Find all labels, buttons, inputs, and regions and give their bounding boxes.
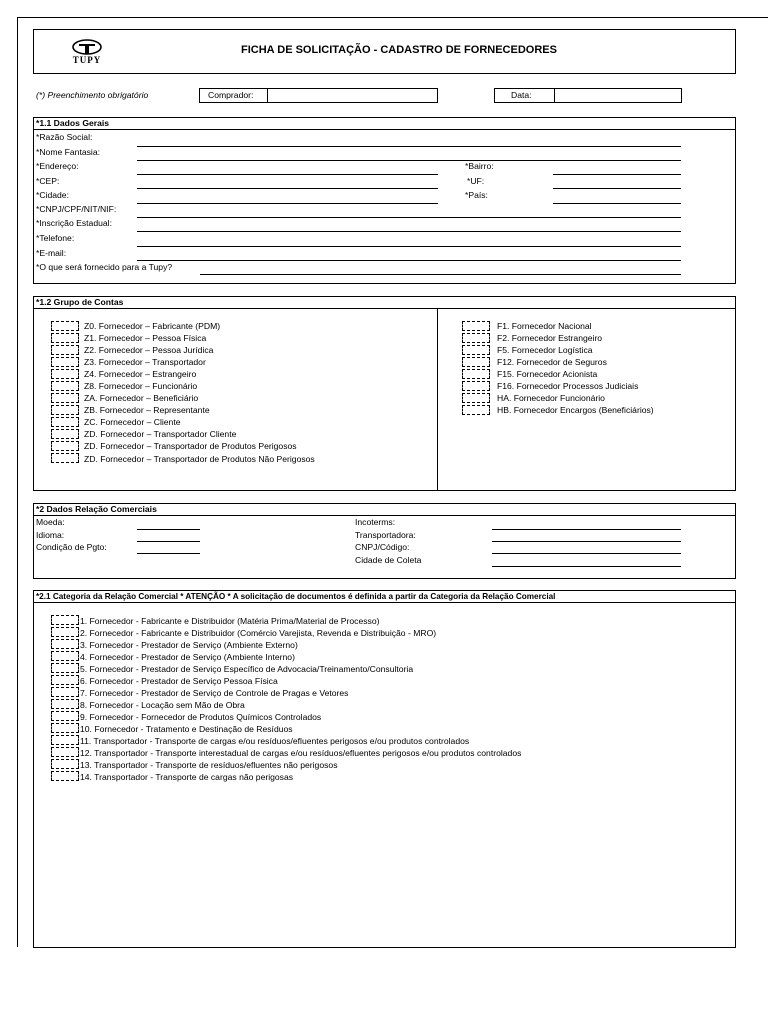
cidade-label: *Cidade: xyxy=(36,190,69,200)
checkbox[interactable] xyxy=(51,333,79,343)
cidade-coleta-field[interactable] xyxy=(492,566,681,567)
account-option-label: ZD. Fornecedor – Transportador Cliente xyxy=(84,429,237,439)
idioma-label: Idioma: xyxy=(36,530,65,540)
checkbox[interactable] xyxy=(51,675,79,685)
account-option-label: ZA. Fornecedor – Beneficiário xyxy=(84,393,199,403)
checkbox[interactable] xyxy=(462,333,490,343)
checkbox[interactable] xyxy=(51,711,79,721)
account-option-label: ZB. Fornecedor – Representante xyxy=(84,405,210,415)
pais-field[interactable] xyxy=(553,203,681,204)
cnpj-field[interactable] xyxy=(137,217,681,218)
category-option-label: 6. Fornecedor - Prestador de Serviço Pessoa Física xyxy=(80,676,278,686)
checkbox[interactable] xyxy=(51,663,79,673)
checkbox[interactable] xyxy=(462,405,490,415)
email-field[interactable] xyxy=(137,260,681,261)
commercial-section-title: *2 Dados Relação Comerciais xyxy=(36,504,157,514)
accounts-title-rule xyxy=(33,308,736,309)
account-option-label: Z1. Fornecedor – Pessoa Física xyxy=(84,333,207,343)
checkbox[interactable] xyxy=(51,615,79,625)
checkbox[interactable] xyxy=(51,687,79,697)
checkbox[interactable] xyxy=(51,639,79,649)
inscricao-field[interactable] xyxy=(137,231,681,232)
transportadora-label: Transportadora: xyxy=(355,530,416,540)
email-label: *E-mail: xyxy=(36,248,67,258)
category-option-label: 12. Transportador - Transporte interestadual de cargas e/ou resíduos/efluentes perigosos e/ou produtos controlados xyxy=(80,748,522,758)
account-option-label: HB. Fornecedor Encargos (Beneficiários) xyxy=(497,405,654,415)
uf-field[interactable] xyxy=(553,188,681,189)
checkbox[interactable] xyxy=(51,699,79,709)
idioma-field[interactable] xyxy=(137,541,200,542)
checkbox[interactable] xyxy=(51,723,79,733)
account-option-label: Z3. Fornecedor – Transportador xyxy=(84,357,206,367)
checkbox[interactable] xyxy=(51,381,79,391)
checkbox[interactable] xyxy=(462,381,490,391)
logo-text: TUPY xyxy=(72,55,102,65)
checkbox[interactable] xyxy=(51,429,79,439)
incoterms-field[interactable] xyxy=(492,529,681,530)
cnpj-codigo-label: CNPJ/Código: xyxy=(355,542,410,552)
accounts-section-title: *1.2 Grupo de Contas xyxy=(36,297,124,307)
date-input[interactable] xyxy=(554,88,682,103)
category-option-label: 14. Transportador - Transporte de cargas não perigosas xyxy=(80,772,294,782)
cnpj-codigo-field[interactable] xyxy=(492,553,681,554)
account-option-label: F12. Fornecedor de Seguros xyxy=(497,357,607,367)
category-option-label: 5. Fornecedor - Prestador de Serviço Específico de Advocacia/Treinamento/Consultoria xyxy=(80,664,414,674)
date-label: Data: xyxy=(511,90,532,100)
account-option-label: F16. Fornecedor Processos Judiciais xyxy=(497,381,639,391)
checkbox[interactable] xyxy=(51,441,79,451)
account-option-label: Z4. Fornecedor – Estrangeiro xyxy=(84,369,197,379)
inscricao-label: *Inscrição Estadual: xyxy=(36,218,112,228)
commercial-title-rule xyxy=(33,515,736,516)
category-option-label: 2. Fornecedor - Fabricante e Distribuidor (Comércio Varejista, Revenda e Distribuição - MRO) xyxy=(80,628,437,638)
pais-label: *País: xyxy=(465,190,488,200)
checkbox[interactable] xyxy=(51,771,79,781)
fornecido-label: *O que será fornecido para a Tupy? xyxy=(36,262,173,272)
fornecido-field[interactable] xyxy=(200,274,681,275)
condicao-label: Condição de Pgto: xyxy=(36,542,107,552)
cnpj-label: *CNPJ/CPF/NIT/NIF: xyxy=(36,204,117,214)
checkbox[interactable] xyxy=(51,405,79,415)
checkbox[interactable] xyxy=(51,735,79,745)
category-option-label: 1. Fornecedor - Fabricante e Distribuidor (Matéria Prima/Material de Processo) xyxy=(80,616,380,626)
checkbox[interactable] xyxy=(51,345,79,355)
account-option-label: F1. Fornecedor Nacional xyxy=(497,321,592,331)
endereco-field[interactable] xyxy=(137,174,438,175)
buyer-label: Comprador: xyxy=(208,90,254,100)
telefone-label: *Telefone: xyxy=(36,233,75,243)
category-title-rule xyxy=(33,602,736,603)
checkbox[interactable] xyxy=(51,369,79,379)
checkbox[interactable] xyxy=(51,321,79,331)
checkbox[interactable] xyxy=(51,357,79,367)
bairro-field[interactable] xyxy=(553,174,681,175)
page-border-left xyxy=(17,17,18,947)
category-option-label: 11. Transportador - Transporte de cargas e/ou resíduos/efluentes perigosos e/ou produtos controlados xyxy=(80,736,470,746)
cidade-coleta-label: Cidade de Coleta xyxy=(355,555,422,565)
checkbox[interactable] xyxy=(462,369,490,379)
condicao-field[interactable] xyxy=(137,553,200,554)
general-section-title: *1.1 Dados Gerais xyxy=(36,118,110,128)
category-option-label: 4. Fornecedor - Prestador de Serviço (Ambiente Interno) xyxy=(80,652,295,662)
account-option-label: Z0. Fornecedor – Fabricante (PDM) xyxy=(84,321,221,331)
category-section-title: *2.1 Categoria da Relação Comercial * ATENÇÃO * A solicitação de documentos é definida a partir da Categoria da Relação Comercial xyxy=(36,592,556,601)
razao-social-label: *Razão Social: xyxy=(36,132,93,142)
checkbox[interactable] xyxy=(51,393,79,403)
page-border-top xyxy=(17,17,768,18)
checkbox[interactable] xyxy=(462,393,490,403)
account-option-label: F2. Fornecedor Estrangeiro xyxy=(497,333,603,343)
category-option-label: 13. Transportador - Transporte de resíduos/efluentes não perigosos xyxy=(80,760,338,770)
account-option-label: ZD. Fornecedor – Transportador de Produtos Perigosos xyxy=(84,441,297,451)
checkbox[interactable] xyxy=(51,453,79,463)
account-option-label: F5. Fornecedor Logística xyxy=(497,345,593,355)
tupy-logo xyxy=(60,38,114,68)
account-option-label: Z2. Fornecedor – Pessoa Jurídica xyxy=(84,345,214,355)
uf-label: *UF: xyxy=(467,176,485,186)
category-option-label: 3. Fornecedor - Prestador de Serviço (Ambiente Externo) xyxy=(80,640,298,650)
checkbox[interactable] xyxy=(51,759,79,769)
cep-field[interactable] xyxy=(137,188,438,189)
account-option-label: ZD. Fornecedor – Transportador de Produtos Não Perigosos xyxy=(84,454,315,464)
incoterms-label: Incoterms: xyxy=(355,517,396,527)
checkbox[interactable] xyxy=(51,651,79,661)
account-option-label: Z8. Fornecedor – Funcionário xyxy=(84,381,198,391)
category-option-label: 10. Fornecedor - Tratamento e Destinação de Resíduos xyxy=(80,724,293,734)
endereco-label: *Endereço: xyxy=(36,161,79,171)
nome-fantasia-label: *Nome Fantasia: xyxy=(36,147,101,157)
category-option-label: 8. Fornecedor - Locação sem Mão de Obra xyxy=(80,700,245,710)
moeda-label: Moeda: xyxy=(36,517,65,527)
transportadora-field[interactable] xyxy=(492,541,681,542)
general-section-title-rule xyxy=(33,129,736,130)
checkbox[interactable] xyxy=(51,627,79,637)
razao-social-field[interactable] xyxy=(137,146,681,147)
category-option-label: 7. Fornecedor - Prestador de Serviço de Controle de Pragas e Vetores xyxy=(80,688,349,698)
cep-label: *CEP: xyxy=(36,176,60,186)
form-title: FICHA DE SOLICITAÇÃO - CADASTRO DE FORNECEDORES xyxy=(241,44,557,56)
required-note: (*) Preenchimento obrigatório xyxy=(36,90,149,100)
checkbox[interactable] xyxy=(462,321,490,331)
nome-fantasia-field[interactable] xyxy=(137,160,681,161)
bairro-label: *Bairro: xyxy=(465,161,494,171)
accounts-divider xyxy=(437,308,438,491)
checkbox[interactable] xyxy=(51,747,79,757)
account-option-label: HA. Fornecedor Funcionário xyxy=(497,393,605,403)
general-section xyxy=(33,117,736,284)
cidade-field[interactable] xyxy=(137,203,438,204)
checkbox[interactable] xyxy=(462,345,490,355)
moeda-field[interactable] xyxy=(137,529,200,530)
account-option-label: ZC. Fornecedor – Cliente xyxy=(84,417,181,427)
account-option-label: F15. Fornecedor Acionista xyxy=(497,369,598,379)
category-option-label: 9. Fornecedor - Fornecedor de Produtos Químicos Controlados xyxy=(80,712,322,722)
telefone-field[interactable] xyxy=(137,246,681,247)
checkbox[interactable] xyxy=(462,357,490,367)
checkbox[interactable] xyxy=(51,417,79,427)
buyer-input[interactable] xyxy=(267,88,438,103)
